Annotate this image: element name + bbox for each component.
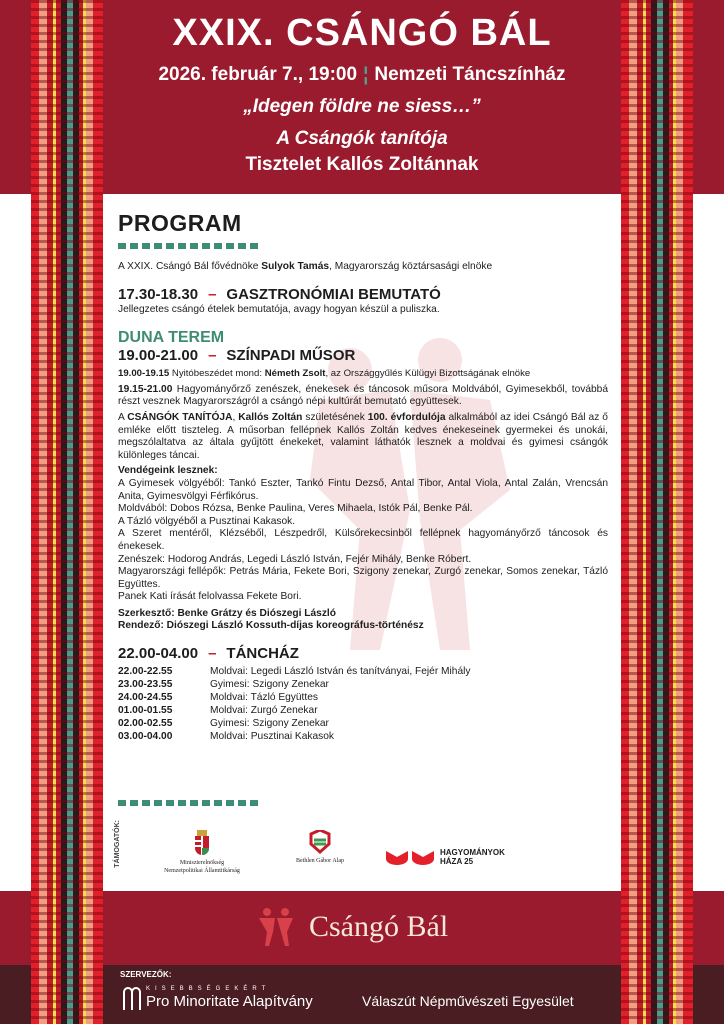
row-time: 24.00-24.55 xyxy=(118,692,173,704)
event-dedication: Tisztelet Kallós Zoltánnak xyxy=(245,154,479,175)
guest-line: Panek Kati írását felolvassa Fekete Bori. xyxy=(118,591,302,603)
sponsor-ministry-logo xyxy=(140,830,264,875)
csango-bal-logo xyxy=(255,906,448,948)
pro-minoritate-emblem-icon xyxy=(122,984,142,1010)
text: Kallós Zoltán xyxy=(238,411,303,423)
gastro-desc: Jellegzetes csángó ételek bemutatója, avagy hogyan készül a puliszka. xyxy=(118,303,440,315)
main-show xyxy=(118,384,608,409)
row-time: 23.00-23.55 xyxy=(118,679,173,691)
text: CSÁNGÓK TANÍTÓJA xyxy=(127,411,233,423)
stage-title: SZÍNPADI MŰSOR xyxy=(226,347,356,365)
row-desc: Moldvai: Legedi László István és tanítványai, Fejér Mihály xyxy=(210,666,471,678)
dash: – xyxy=(208,285,217,303)
brand-name: Csángó Bál xyxy=(309,910,449,943)
organizer-valaszut: Válaszút Népművészeti Egyesület xyxy=(362,993,574,1009)
organizers-label: SZERVEZŐK: xyxy=(120,970,172,979)
text: A xyxy=(118,411,128,423)
bethlen-emblem-icon xyxy=(309,830,331,854)
sponsor-name: HÁZA 25 xyxy=(440,857,474,866)
hall-heading: DUNA TEREM xyxy=(118,329,225,347)
sponsors-label: TÁMOGATÓK: xyxy=(114,820,121,868)
sponsor-name: HAGYOMÁNYOK xyxy=(440,848,505,857)
organizer-tagline: KISEBBSÉGEKÉRT xyxy=(146,985,271,992)
text: , az Országgyűlés Külügyi Bizottságának elnöke xyxy=(325,368,531,380)
wave-divider xyxy=(118,800,258,806)
patron-title: , Magyarország köztársasági elnöke xyxy=(329,261,493,272)
guest-line: Zenészek: Hodorog András, Legedi László István, Fejér Mihály, Benke Róbert. xyxy=(118,553,472,565)
event-date: 2026. február 7., 19:00 xyxy=(158,64,358,85)
time: 19.15-21.00 xyxy=(118,383,173,395)
dash: – xyxy=(208,347,217,365)
row-time: 03.00-04.00 xyxy=(118,731,173,743)
tribute-paragraph xyxy=(118,412,608,462)
program-section xyxy=(118,210,608,743)
tanchaz-title: TÁNCHÁZ xyxy=(226,645,299,663)
decorative-stripe-left xyxy=(31,0,103,1024)
sponsor-name: Miniszterelnökség xyxy=(179,860,225,866)
text: Hagyományőrző zenészek, énekesek és táncosok műsora Moldvából, Gyimesekből, továbbá részt vesznek Magyarországról a csángó népi kultúrát bemutató együttesek. xyxy=(118,383,608,408)
guest-line: Magyarországi fellépők: Petrás Mária, Fekete Bori, Szigony zenekar, Zurgó zenekar, Somos zenekar, Tázló Együttes. xyxy=(118,566,608,590)
row-desc: Gyimesi: Szigony Zenekar xyxy=(210,679,329,691)
speaker-name: Németh Zsolt xyxy=(264,368,326,380)
guest-line: A Szeret mentéről, Klézséből, Lészpedről, Külsőrekecsinből fellépnek hagyományőrző táncosok és énekesek. xyxy=(118,528,608,552)
row-desc: Gyimesi: Szigony Zenekar xyxy=(210,718,329,730)
patron-name: Sulyok Tamás xyxy=(261,261,330,272)
dancers-icon xyxy=(255,906,297,948)
patron-text: A XXIX. Csángó Bál fővédnöke xyxy=(118,261,262,272)
hagyomanyok-haza-icon xyxy=(386,849,434,865)
sponsors xyxy=(110,820,610,880)
organizer-pro-minoritate xyxy=(122,984,313,1010)
sponsor-bethlen-logo xyxy=(295,830,345,865)
row-desc: Moldvai: Tázló Együttes xyxy=(210,692,318,704)
event-quote: „Idegen földre ne siess…” xyxy=(243,96,481,117)
schedule-row xyxy=(118,717,608,730)
text: alkalmából az idei Csángó Bál az ő emléke előtt tiszteleg. A műsorban fellépnek Kallós Zoltán kedves énekeseinek gyermekei és unokái, megszólaltatva az általa gyűjtött énekeket, valamint láthatók lesznek a moldvai és gyimesi csángók különleges táncai. xyxy=(118,411,608,461)
organizer-name: Pro Minoritate Alapítvány xyxy=(146,992,313,1010)
guests-list xyxy=(118,478,608,604)
event-subtitle: A Csángók tanítója xyxy=(276,128,448,149)
gastro-time: 17.30-18.30 xyxy=(118,285,199,303)
stage-time: 19.00-21.00 xyxy=(118,347,199,365)
schedule-row xyxy=(118,678,608,691)
patron-line xyxy=(118,261,608,274)
schedule-row xyxy=(118,730,608,743)
director-line: Rendező: Diószegi László Kossuth-díjas koreográfus-történész xyxy=(118,620,424,632)
row-time: 22.00-22.55 xyxy=(118,666,173,678)
sponsor-name: Nemzetpolitikai Államtitkárság xyxy=(164,868,240,874)
row-desc: Moldvai: Pusztinai Kakasok xyxy=(210,731,335,743)
event-date-venue xyxy=(110,64,614,86)
text: 100. évfordulója xyxy=(367,411,446,423)
dash: – xyxy=(208,645,217,663)
editor-line: Szerkesztő: Benke Grátzy és Diószegi László xyxy=(118,607,336,619)
row-time: 02.00-02.55 xyxy=(118,718,173,730)
time: 19.00-19.15 xyxy=(118,368,170,380)
row-desc: Moldvai: Zurgó Zenekar xyxy=(210,705,318,717)
text: Nyitóbeszédet mond: xyxy=(169,368,265,380)
row-time: 01.00-01.55 xyxy=(118,705,173,717)
event-title: XXIX. CSÁNGÓ BÁL xyxy=(172,12,552,54)
header xyxy=(0,0,724,194)
guest-line: A Tázló völgyéből a Pusztinai Kakasok. xyxy=(118,515,296,527)
tanchaz-schedule xyxy=(118,665,608,743)
stage-heading xyxy=(118,347,608,365)
gastro-title: GASZTRONÓMIAI BEMUTATÓ xyxy=(226,285,441,303)
guests-title: Vendégeink lesznek: xyxy=(118,465,218,477)
separator: ¦ xyxy=(363,64,369,85)
schedule-row xyxy=(118,691,608,704)
guest-line: A Gyimesek völgyéből: Tankó Eszter, Tankó Fintu Dezső, Antal Tibor, Antal Viola, Antal Zalán, Vrencsán Anita, Gyimesvölgyi Férfikórus. xyxy=(118,477,608,502)
opening-speech xyxy=(118,368,608,381)
tanchaz-heading xyxy=(118,645,608,663)
decorative-stripe-right xyxy=(621,0,693,1024)
program-heading: PROGRAM xyxy=(118,210,242,236)
guest-line: Moldvából: Dobos Rózsa, Benke Paulina, Veres Mihaela, Istók Pál, Benke Pál. xyxy=(118,503,473,515)
tanchaz-time: 22.00-04.00 xyxy=(118,645,199,663)
sponsor-name: Bethlen Gábor Alap xyxy=(296,858,344,864)
gastro-heading xyxy=(118,286,608,304)
schedule-row xyxy=(118,704,608,717)
text: születésének xyxy=(302,411,368,423)
schedule-row xyxy=(118,665,608,678)
sponsor-hagyomanyok-logo xyxy=(386,848,505,866)
coat-of-arms-icon xyxy=(194,830,210,856)
event-venue: Nemzeti Táncszínház xyxy=(374,64,566,85)
wave-divider xyxy=(118,243,258,249)
text: , xyxy=(232,411,239,423)
